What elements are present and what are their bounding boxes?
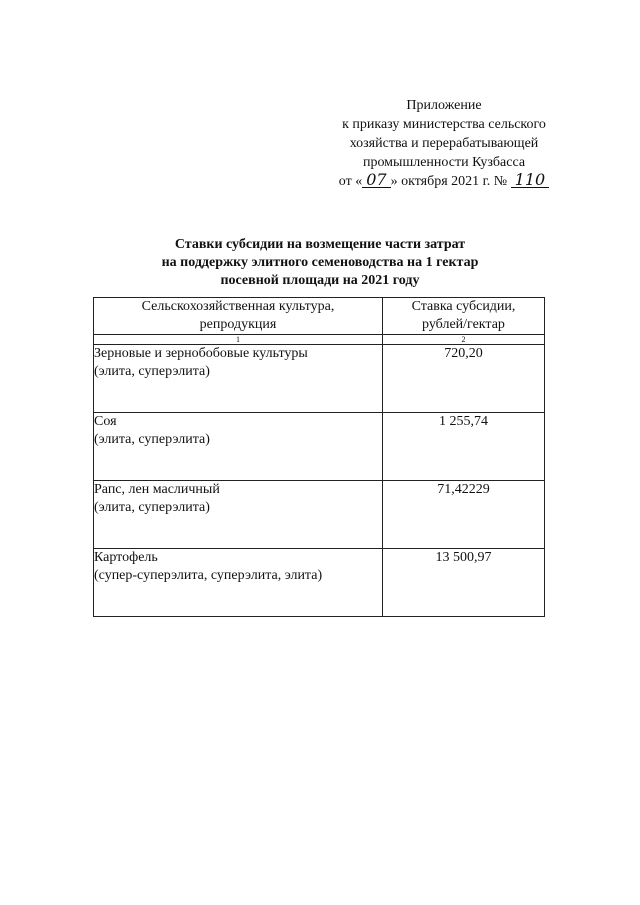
rate-value: 1 255,74 — [439, 414, 488, 429]
table-row — [94, 413, 545, 481]
crop-reproduction: (элита, суперэлита) — [94, 364, 210, 379]
crop-cell — [94, 345, 383, 413]
column-number-1: 1 — [94, 335, 383, 345]
rate-value: 13 500,97 — [435, 550, 492, 565]
appendix-title: Приложение — [406, 98, 482, 113]
document-title — [0, 236, 640, 290]
subsidy-rates-table — [93, 297, 545, 617]
title-line-3: посевной площади на 2021 году — [220, 273, 420, 288]
crop-cell — [94, 549, 383, 617]
rate-cell — [383, 481, 545, 549]
crop-cell — [94, 481, 383, 549]
appendix-block — [304, 96, 584, 191]
handwritten-number: 110 — [511, 172, 550, 188]
rate-cell — [383, 413, 545, 481]
appendix-order-line: к приказу министерства сельского — [342, 117, 546, 132]
table-row — [94, 549, 545, 617]
crop-name: Соя — [94, 414, 117, 429]
appendix-industry-line: промышленности Кузбасса — [362, 155, 526, 170]
table-row — [94, 481, 545, 549]
crop-reproduction: (элита, суперэлита) — [94, 500, 210, 515]
crop-name: Картофель — [94, 550, 158, 565]
table-header-row — [94, 298, 545, 335]
header-rate-line-2: рублей/гектар — [422, 317, 505, 332]
title-line-2: на поддержку элитного семеноводства на 1 гектар — [161, 255, 479, 270]
appendix-ministry-line: хозяйства и перерабатывающей — [349, 136, 539, 151]
column-number-2: 2 — [383, 335, 545, 345]
header-rate-line-1: Ставка субсидии, — [411, 299, 516, 314]
rate-cell — [383, 345, 545, 413]
title-line-1: Ставки субсидии на возмещение части затрат — [174, 237, 466, 252]
rate-cell — [383, 549, 545, 617]
crop-name: Зерновые и зернобобовые культуры — [94, 346, 308, 361]
column-number-row — [94, 335, 545, 345]
handwritten-day: 07 — [362, 172, 390, 188]
crop-name: Рапс, лен масличный — [94, 482, 220, 497]
date-prefix: от « — [338, 174, 363, 189]
date-middle: » октября 2021 г. № — [390, 174, 508, 189]
crop-reproduction: (элита, суперэлита) — [94, 432, 210, 447]
rate-value: 71,42229 — [437, 482, 490, 497]
appendix-date-line — [304, 172, 584, 191]
crop-cell — [94, 413, 383, 481]
crop-reproduction: (супер-суперэлита, суперэлита, элита) — [94, 568, 323, 583]
rate-value: 720,20 — [444, 346, 483, 361]
header-crop-line-1: Сельскохозяйственная культура, — [141, 299, 335, 314]
table-row — [94, 345, 545, 413]
header-rate — [383, 298, 545, 335]
header-crop — [94, 298, 383, 335]
header-crop-line-2: репродукция — [199, 317, 277, 332]
